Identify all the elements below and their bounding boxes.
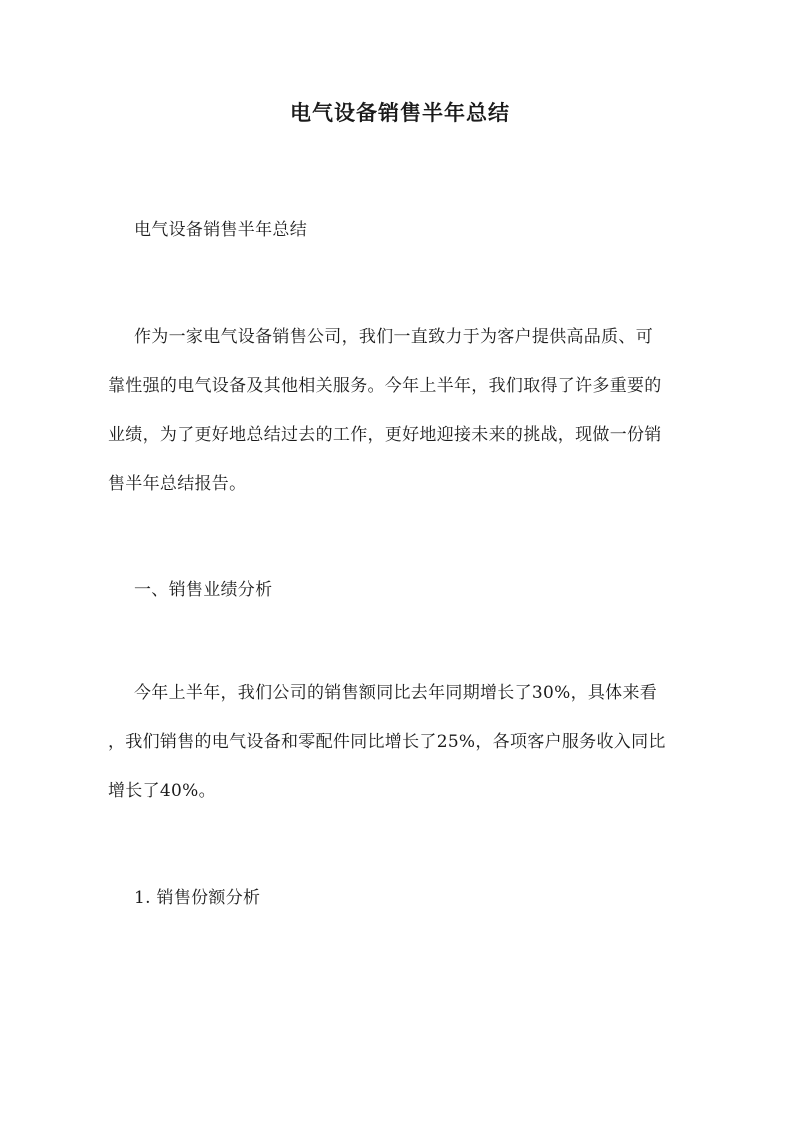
intro-line-3: 业绩，为了更好地总结过去的工作，更好地迎接未来的挑战，现做一份销 xyxy=(108,425,662,445)
sales-line-2: ，我们销售的电气设备和零配件同比增长了25%，各项客户服务收入同比 xyxy=(108,732,666,752)
intro-paragraph xyxy=(108,313,694,509)
sales-performance-paragraph xyxy=(108,669,694,816)
document-title: 电气设备销售半年总结 xyxy=(290,100,510,125)
sales-line-1: 今年上半年，我们公司的销售额同比去年同期增长了30%，具体来看 xyxy=(134,683,658,703)
section-heading-sales-performance: 一、销售业绩分析 xyxy=(134,580,273,600)
document-subtitle: 电气设备销售半年总结 xyxy=(134,220,307,240)
intro-line-1: 作为一家电气设备销售公司，我们一直致力于为客户提供高品质、可 xyxy=(134,327,653,347)
sales-line-3: 增长了40%。 xyxy=(108,781,216,801)
intro-line-2: 靠性强的电气设备及其他相关服务。今年上半年，我们取得了许多重要的 xyxy=(108,376,662,396)
subsection-heading-sales-share: 1. 销售份额分析 xyxy=(134,888,261,908)
intro-line-4: 售半年总结报告。 xyxy=(108,474,247,494)
